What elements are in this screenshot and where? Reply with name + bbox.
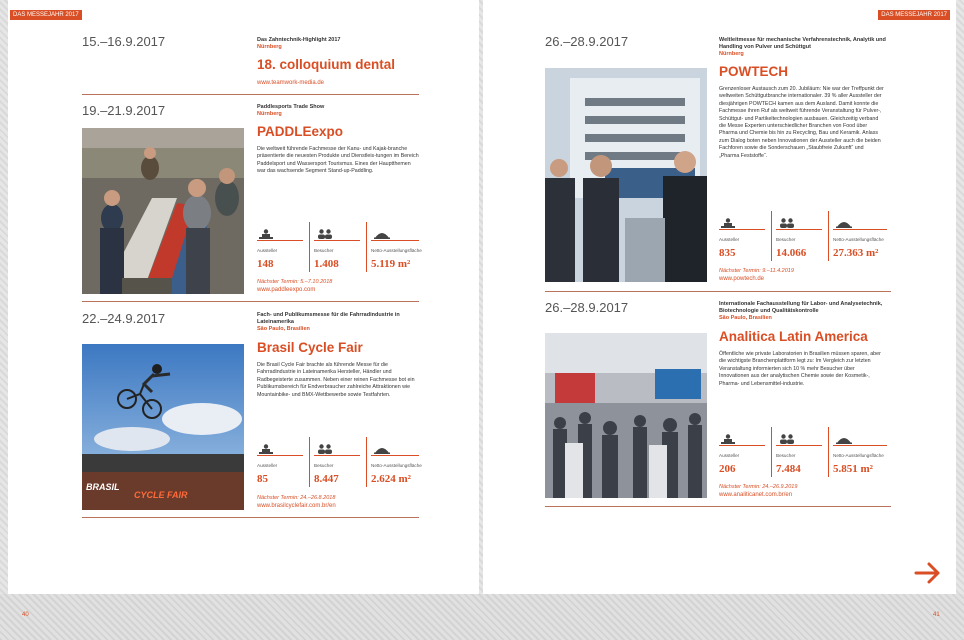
stat-underline <box>314 455 360 456</box>
people-icon <box>317 226 333 236</box>
paddle-photo <box>82 128 244 294</box>
person-desk-icon <box>721 215 735 225</box>
area-value: 2.624 m² <box>371 473 411 485</box>
event-link[interactable]: www.brasilcyclefair.com.br/en <box>257 503 336 509</box>
area-label: Netto-Ausstellungsfläche <box>371 463 422 468</box>
powtech-photo <box>545 68 707 282</box>
event-location: São Paulo, Brasilien <box>719 315 772 321</box>
next-date: Nächster Termin: 24.–26.9.2019 <box>719 484 798 490</box>
exhibitors-label: Aussteller <box>257 463 278 468</box>
left-page <box>8 0 479 594</box>
exhibitors-label: Aussteller <box>719 453 740 458</box>
bmx-photo <box>82 344 244 510</box>
page-footer <box>0 594 964 640</box>
event-link[interactable]: www.powtech.de <box>719 276 765 282</box>
photo-sign-text: CYCLE FAIR <box>134 490 188 500</box>
area-value: 5.851 m² <box>833 463 873 475</box>
event-location: Nürnberg <box>257 44 282 50</box>
arrow-right-icon[interactable] <box>914 562 942 589</box>
dome-icon <box>374 441 390 451</box>
header-tag: DAS MESSEJAHR 2017 <box>10 10 82 20</box>
stat-divider <box>366 222 367 272</box>
event-subtitle: Fach- und Publikumsmesse für die Fahrradindustrie in Lateinamerika <box>257 312 400 325</box>
person-desk-icon <box>259 226 273 236</box>
event-description: Grenzenloser Austausch zum 20. Jubiläum: Nie war der Treffpunkt der weltweiten Schüttgutbranche internationaler. 39 % aller Aussteller der diesjährigen POWTECH kamen aus dem Ausland. Damit konnte die Fachmesse ihren Ruf als weltweit führende Veranstaltung für Pulver-, Schüttgut- und Partikeltechnologien ausbauen. Gleichzeitig verband die Messe Experten unterschiedlicher Branchen von Food über Pharma und Chemie bis hin zu Recycling, Bau und Keramik. Anlass zum Dialog boten neben Innovationen der Aussteller auch die beiden Fachforen sowie die Sonderschauen „Staubfreie Zukunft“ und „Pharma Feststoffe“. <box>719 86 884 159</box>
stat-underline <box>719 445 765 446</box>
person-desk-icon <box>721 431 735 441</box>
stat-underline <box>371 455 419 456</box>
exhibitors-label: Aussteller <box>719 237 740 242</box>
divider <box>545 291 891 292</box>
divider <box>545 506 891 507</box>
visitors-label: Besucher <box>776 237 796 242</box>
stat-underline <box>776 229 822 230</box>
next-date: Nächster Termin: 5.–7.10.2018 <box>257 279 333 285</box>
stat-divider <box>309 222 310 272</box>
analitica-photo <box>545 333 707 498</box>
event-link[interactable]: www.paddleexpo.com <box>257 287 316 293</box>
person-desk-icon <box>259 441 273 451</box>
event-subtitle: Weltleitmesse für mechanische Verfahrenstechnik, Analytik und Handling von Pulver und Schüttgut <box>719 37 886 50</box>
stat-divider <box>309 437 310 487</box>
event-title: Analitica Latin America <box>719 329 868 344</box>
people-icon <box>779 215 795 225</box>
event-subtitle: Paddlesports Trade Show <box>257 104 325 110</box>
area-label: Netto-Ausstellungsfläche <box>833 237 884 242</box>
stat-underline <box>257 455 303 456</box>
event-location: Nürnberg <box>719 51 744 57</box>
visitors-value: 14.066 <box>776 247 807 259</box>
visitors-value: 1.408 <box>314 258 339 270</box>
event-title: 18. colloquium dental <box>257 57 396 72</box>
next-date: Nächster Termin: 9.–11.4.2019 <box>719 268 794 274</box>
event-description: Die Brasil Cycle Fair brachte als führende Messe für die Fahrradindustrie in Lateinamerika Hersteller, Händler und Radbegeisterte zusammen. Neben einer reinen Fachmesse bot ein Publikumsbereich für Endverbraucher zahlreiche Attraktionen wie Mountainbike- und BMX-Wettbewerbe sowie Testfahrten. <box>257 362 415 398</box>
area-value: 5.119 m² <box>371 258 411 270</box>
visitors-value: 8.447 <box>314 473 339 485</box>
magazine-spread <box>8 0 956 594</box>
event-date: 26.–28.9.2017 <box>545 300 629 315</box>
people-icon <box>317 441 333 451</box>
people-icon <box>779 431 795 441</box>
event-title: Brasil Cycle Fair <box>257 340 363 355</box>
stat-divider <box>771 211 772 261</box>
stat-underline <box>833 229 887 230</box>
exhibitors-value: 85 <box>257 473 268 485</box>
stat-underline <box>776 445 822 446</box>
event-description: Die weltweit führende Fachmesse der Kanu- und Kajak-branche präsentierte die neuesten Produkte und Dienstleis-tungen im Bereich Paddelsport und Wassersport Tourismus. Eines der Hauptthemen war das wachsende Segment Stand-up-Paddling. <box>257 146 419 175</box>
event-location: São Paulo, Brasilien <box>257 326 310 332</box>
event-date: 26.–28.9.2017 <box>545 34 629 49</box>
event-subtitle: Internationale Fachausstellung für Labor- und Analysetechnik, Biotechnologie und Qualitätskontrolle <box>719 301 883 314</box>
visitors-label: Besucher <box>314 463 334 468</box>
stat-divider <box>366 437 367 487</box>
event-date: 19.–21.9.2017 <box>82 103 166 118</box>
stat-underline <box>314 240 360 241</box>
area-value: 27.363 m² <box>833 247 879 259</box>
exhibitors-label: Aussteller <box>257 248 278 253</box>
photo-sign-text: BRASIL <box>86 482 120 492</box>
stat-underline <box>371 240 419 241</box>
event-subtitle: Das Zahntechnik-Highlight 2017 <box>257 37 341 43</box>
exhibitors-value: 206 <box>719 463 736 475</box>
exhibitors-value: 835 <box>719 247 736 259</box>
header-tag: DAS MESSEJAHR 2017 <box>878 10 950 20</box>
divider <box>82 517 419 518</box>
event-title: POWTECH <box>719 64 788 79</box>
stat-divider <box>771 427 772 477</box>
event-location: Nürnberg <box>257 111 282 117</box>
exhibitors-value: 148 <box>257 258 274 270</box>
stat-divider <box>828 211 829 261</box>
visitors-label: Besucher <box>776 453 796 458</box>
event-date: 22.–24.9.2017 <box>82 311 166 326</box>
event-link[interactable]: www.analiticanet.com.br/en <box>719 492 793 498</box>
dome-icon <box>836 215 852 225</box>
page-number-left: 40 <box>22 612 29 618</box>
stat-divider <box>828 427 829 477</box>
dome-icon <box>374 226 390 236</box>
dome-icon <box>836 431 852 441</box>
divider <box>82 94 419 95</box>
stat-underline <box>833 445 887 446</box>
right-page <box>483 0 956 594</box>
area-label: Netto-Ausstellungsfläche <box>371 248 422 253</box>
area-label: Netto-Ausstellungsfläche <box>833 453 884 458</box>
visitors-label: Besucher <box>314 248 334 253</box>
divider <box>82 301 419 302</box>
event-description: Öffentliche wie private Laboratorien in Brasilien müssen sparen, aber die wichtigste Branchenplattform legt zu: Im Vergleich zur letzten Veranstaltung informierten sich 10 % mehr Besucher über Innovationen aus der analytischen Chemie sowie der Kosmetik-, Pharma- und Lebensmittel-industrie. <box>719 351 881 387</box>
page-number-right: 41 <box>933 612 940 618</box>
event-date: 15.–16.9.2017 <box>82 34 166 49</box>
visitors-value: 7.484 <box>776 463 801 475</box>
event-title: PADDLEexpo <box>257 124 344 139</box>
stat-underline <box>257 240 303 241</box>
next-date: Nächster Termin: 24.–26.8.2018 <box>257 495 336 501</box>
stat-underline <box>719 229 765 230</box>
event-link[interactable]: www.teamwork-media.de <box>257 80 325 86</box>
